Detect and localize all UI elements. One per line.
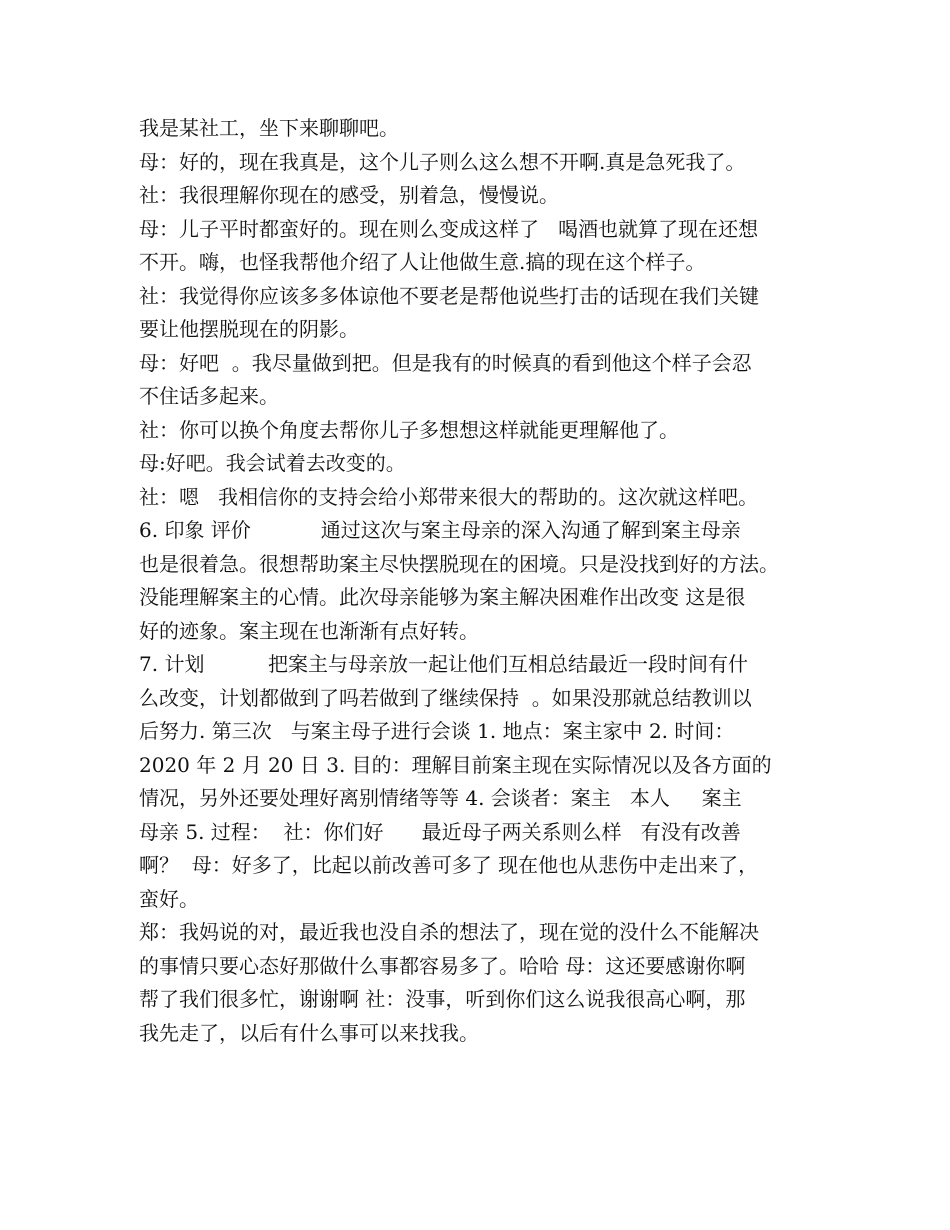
text-line: 我是某社工，坐下来聊聊吧。 bbox=[139, 116, 399, 140]
text-line: 我先走了，以后有什么事可以来找我。 bbox=[139, 1020, 479, 1045]
text-line: 帮了我们很多忙，谢谢啊 社：没事，听到你们这么说我很高心啊，那 bbox=[139, 987, 746, 1011]
text-line: 社：嗯 我相信你的支持会给小郑带来很大的帮助的。这次就这样吧。 bbox=[139, 484, 759, 509]
section-heading-line: 7. 计划 把案主与母亲放一起让他们互相总结最近一段时间有什 bbox=[139, 652, 749, 676]
text-line: 么改变，计划都做到了吗若做到了继续保持 。如果没那就总结教训以 bbox=[139, 685, 752, 710]
text-line: 好的迹象。案主现在也渐渐有点好转。 bbox=[139, 618, 479, 643]
text-line: 郑：我妈说的对，最近我也没自杀的想法了，现在觉的没什么不能解决 bbox=[139, 920, 759, 944]
text-line: 社：我觉得你应该多多体谅他不要老是帮他说些打击的话现在我们关键 bbox=[139, 283, 759, 308]
text-line: 不开。嗨，也怪我帮他介绍了人让他做生意.搞的现在这个样子。 bbox=[139, 250, 706, 274]
text-line: 要让他摆脱现在的阴影。 bbox=[139, 317, 359, 341]
text-line: 母：儿子平时都蛮好的。现在则么变成这样了 喝酒也就算了现在还想 bbox=[139, 216, 759, 241]
text-line: 母亲 5. 过程： 社：你们好 最近母子两关系则么样 有没有改善 bbox=[139, 819, 741, 844]
text-line: 没能理解案主的心情。此次母亲能够为案主解决困难作出改变 这是很 bbox=[139, 585, 746, 609]
document-body bbox=[139, 112, 819, 1050]
text-line: 2020 年 2 月 20 日 3. 目的：理解目前案主现在实际情况以及各方面的 bbox=[139, 752, 772, 777]
text-line: 啊？ 母：好多了，比起以前改善可多了 现在他也从悲伤中走出来了， bbox=[139, 853, 759, 877]
text-line: 的事情只要心态好那做什么事都容易多了。哈哈 母：这还要感谢你啊 bbox=[139, 953, 746, 978]
text-line: 也是很着急。很想帮助案主尽快摆脱现在的困境。只是没找到好的方法。 bbox=[139, 551, 779, 576]
text-line: 社：你可以换个角度去帮你儿子多想想这样就能更理解他了。 bbox=[139, 417, 679, 442]
text-line: 后努力. 第三次 与案主母子进行会谈 1. 地点：案主家中 2. 时间： bbox=[139, 719, 735, 743]
section-heading-line: 6. 印象 评价 通过这次与案主母亲的深入沟通了解到案主母亲 bbox=[139, 518, 741, 542]
text-line: 母：好吧 。我尽量做到把。但是我有的时候真的看到他这个样子会忍 bbox=[139, 350, 752, 375]
text-line: 蛮好。 bbox=[139, 886, 199, 911]
text-line: 社：我很理解你现在的感受，别着急，慢慢说。 bbox=[139, 183, 559, 207]
text-line: 不住话多起来。 bbox=[139, 384, 279, 408]
text-line: 情况，另外还要处理好离别情绪等等 4. 会谈者：案主 本人 案主 bbox=[139, 786, 742, 810]
text-line: 母:好吧。我会试着去改变的。 bbox=[139, 451, 406, 475]
text-line: 母：好的，现在我真是，这个儿子则么这么想不开啊.真是急死我了。 bbox=[139, 149, 746, 174]
